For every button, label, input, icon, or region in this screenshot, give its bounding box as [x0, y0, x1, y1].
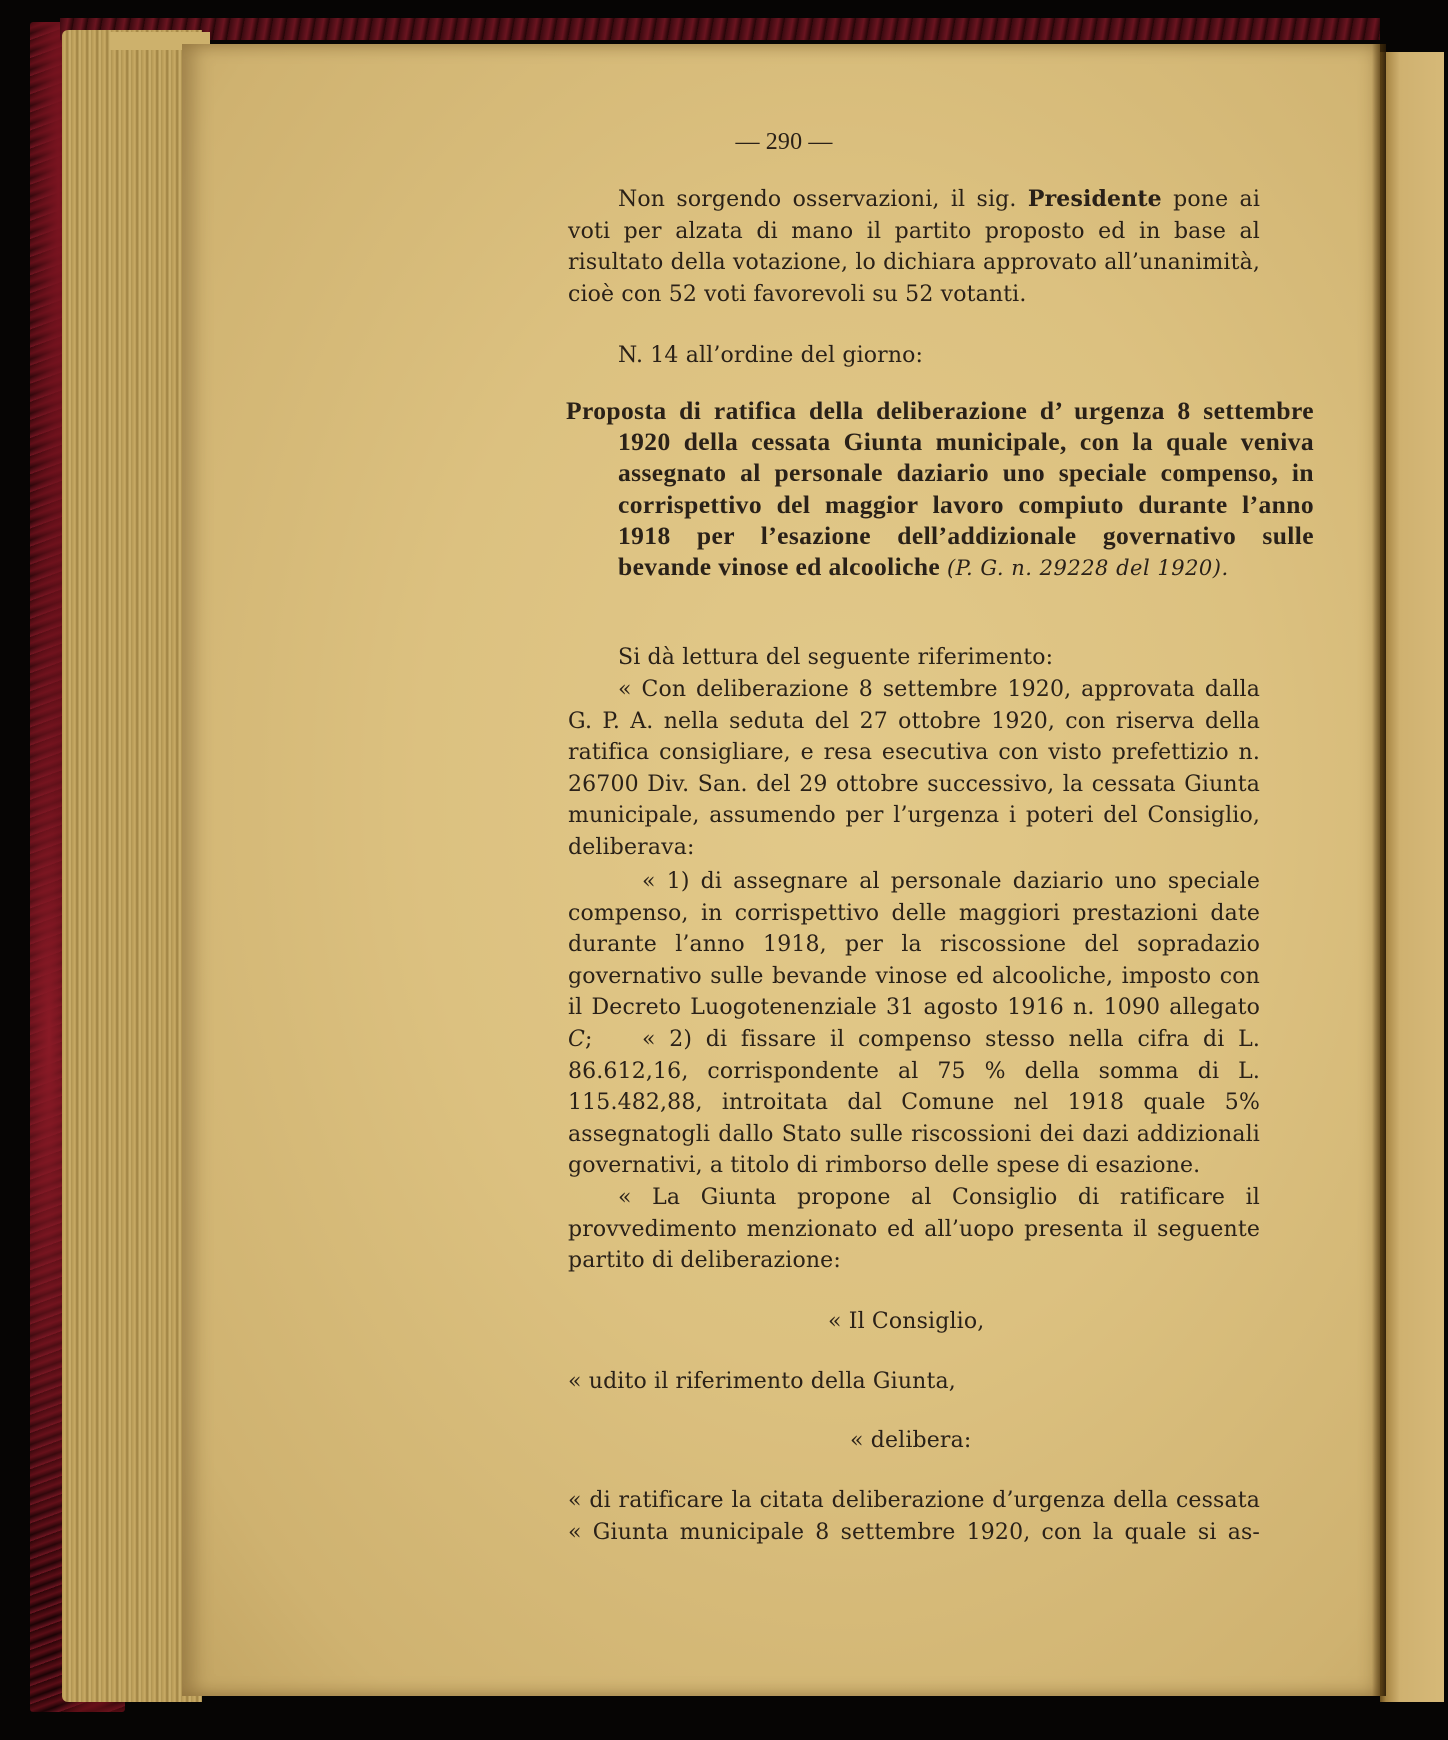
intro-bold: Presidente: [1027, 186, 1162, 212]
point-1-end: ;: [584, 1026, 593, 1052]
page-number: — 290 —: [735, 129, 833, 155]
cover-top-edge: [60, 18, 1380, 40]
intro-paragraph: [568, 184, 1260, 310]
giunta-proposal: « La Giunta propone al Consiglio di ratificare il provvedimento menzionato ed all’uopo presenta il seguente partito di deliberazione:: [568, 1185, 1260, 1274]
proposal-title: [566, 395, 1314, 584]
delibera-line: « delibera:: [850, 1428, 972, 1453]
intro-text-end: pone ai voti per alzata di mano il partito proposto ed in base al risultato della votazione, lo dichiara approvato all’unanimità, cioè con 52 voti favorevoli su 52 votanti.: [568, 187, 1261, 307]
book-gutter: [1372, 44, 1386, 1696]
point-2: « 2) di fissare il compenso stesso nella cifra di L. 86.612,16, corrispondente al 75 % della somma di L. 115.482,88, introitata dal Comune nel 1918 quale 5% assegnatogli dallo Stato sulle riscossioni dei dazi addizionali governativi, a titolo di rimborso delle spese di esazione.: [568, 1027, 1260, 1179]
intro-text: Non sorgendo osservazioni, il sig.: [618, 187, 1028, 212]
reference-paragraph: « Con deliberazione 8 settembre 1920, approvata dalla G. P. A. nella seduta del 27 ottobre 1920, con riserva della ratifica consigliare, e resa esecutiva con visto prefettizio n. 26700 Div. San. del 29 ottobre successivo, la cessata Giunta municipale, assumendo per l’urgenza i poteri del Consiglio, deliberava:: [568, 677, 1260, 860]
page-edges: [62, 30, 202, 1702]
agenda-item: N. 14 all’ordine del giorno:: [618, 343, 924, 368]
udito-line: « udito il riferimento della Giunta,: [568, 1369, 956, 1394]
point-1-text: « 1) di assegnare al personale daziario uno speciale compenso, in corrispettivo delle maggiori prestazioni date durante l’anno 1918, per la riscossione del sopradazio governativo sulle bevande vinose ed alcooliche, imposto con il Decreto Luogotenenziale 31 agosto 1916 n. 1090 allegato: [568, 869, 1260, 1021]
consiglio-line: « Il Consiglio,: [828, 1309, 985, 1334]
proposal-reference: (P. G. n. 29228 del 1920).: [946, 556, 1229, 581]
reading-intro: Si dà lettura del seguente riferimento:: [618, 645, 1054, 670]
proposal-title-text: Proposta di ratifica della deliberazione d’ urgenza 8 settembre 1920 della cessata Giunta municipale, con la quale veniva assegnato al personale daziario uno speciale compenso, in corrispettivo del maggior lavoro compiuto durante l’anno 1918 per l’esazione dell’addizionale governativo sulle bevande vinose ed alcooliche: [566, 396, 1314, 582]
closing-line-2: « Giunta municipale 8 settembre 1920, con la quale si as-: [568, 1520, 1260, 1545]
point-1-italic: C: [568, 1026, 585, 1052]
closing-line-1: « di ratificare la citata deliberazione d’urgenza della cessata: [568, 1488, 1260, 1513]
right-page-edge: [1380, 52, 1444, 1702]
